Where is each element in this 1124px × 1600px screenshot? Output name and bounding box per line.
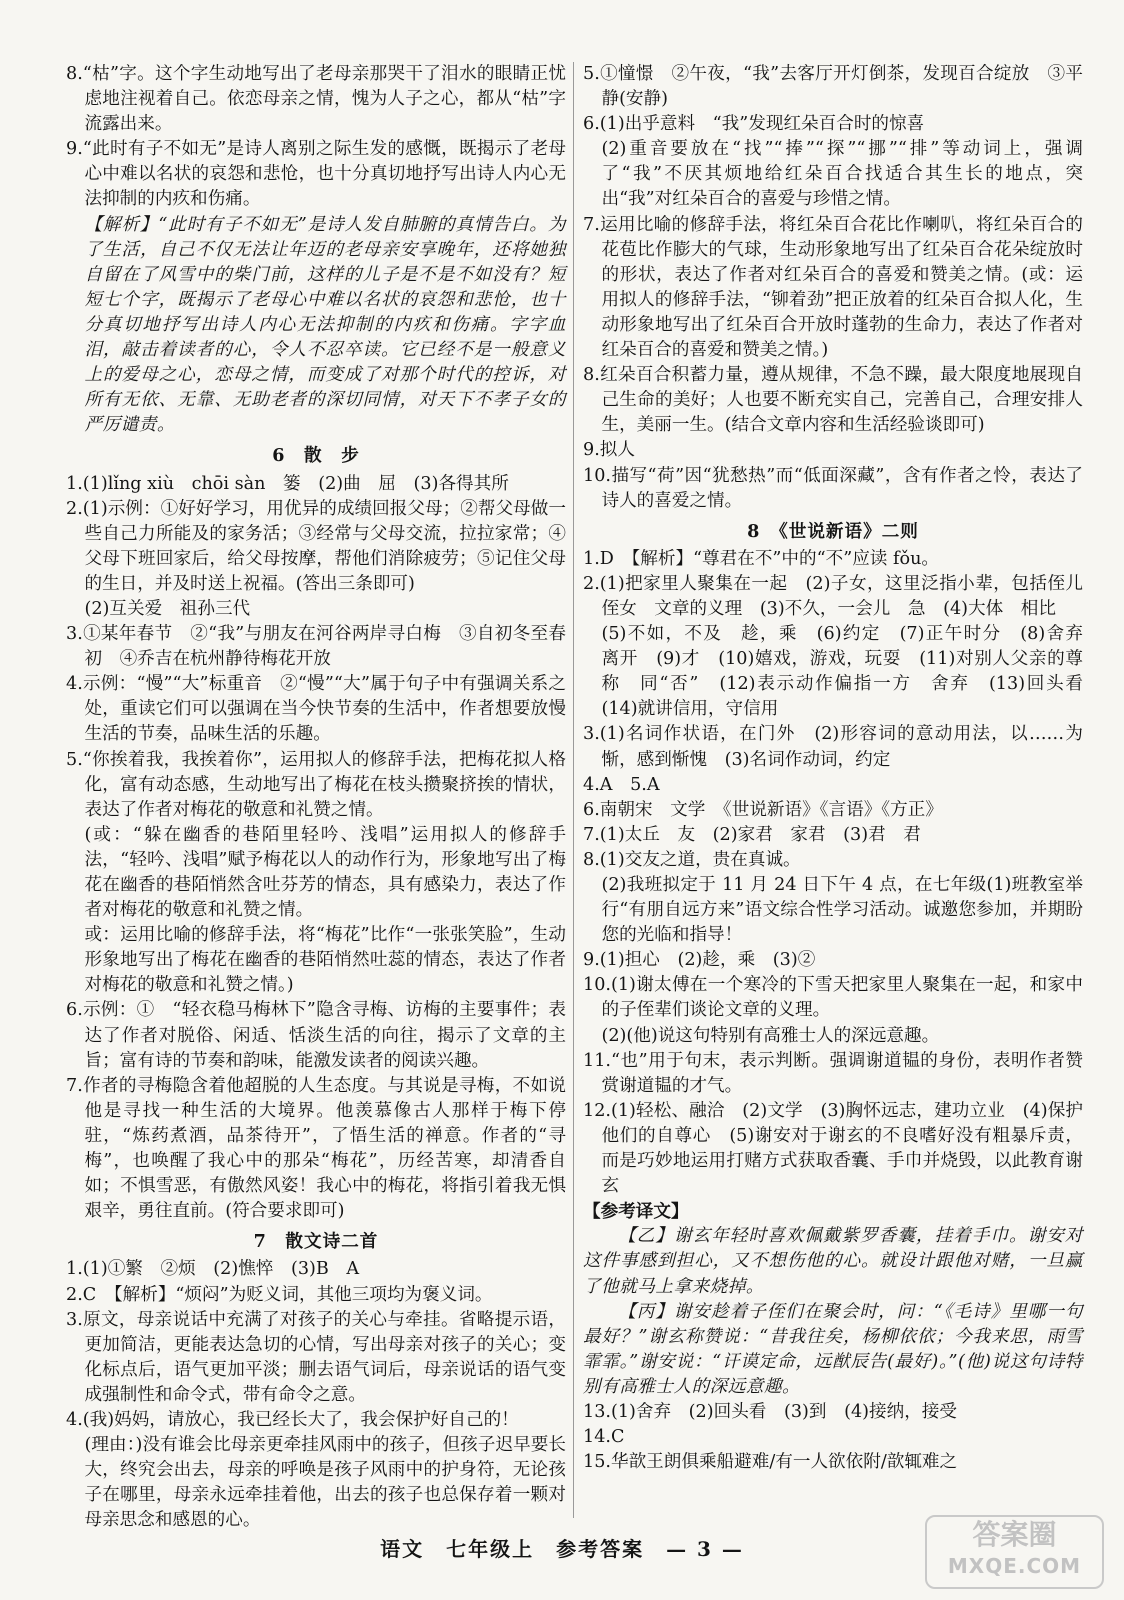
page-footer: 语文 七年级上 参考答案 — 3 — [380,1537,744,1561]
translation-bing: 【丙】谢安趁着子侄们在聚会时，问：“《毛诗》里哪一句最好？”谢玄称赞说：“昔我往矣，杨柳依依；今我来思，雨雪霏霏。”谢安说：“讦谟定命，远猷辰告(最好)。”(他)说这句诗特别有高雅士人的深远意趣。 [583,1301,1083,1397]
answer-4-s7: 4.(我)妈妈，请放心，我已经长大了，我会保护好自己的！ [66,1409,519,1430]
answer-9-left: 9.“此时有子不如无”是诗人离别之际生发的感慨，既揭示了老母心中难以名状的哀怨和悲怆，也十分真切地抒写出诗人内心无法抑制的内疚和伤痛。 [66,139,566,210]
section-title-8: 8 《世说新语》二则 [747,520,919,542]
answer-9-s8: 9.(1)担心 (2)趁，乘 (3)② [583,950,816,971]
answer-1-s6: 1.(1)lǐng xiù chōi sàn 篓 (2)曲 屈 (3)各得其所 [66,473,509,494]
answer-5-s7: 5.①憧憬 ②午夜，“我”去客厅开灯倒茶，发现百合绽放 ③平静(安静) [583,64,1083,110]
left-column [66,62,566,1533]
answer-6-s8: 6.南朝宋 文学 《世说新语》《言语》《方正》 [583,799,943,820]
section-title-7: 7 散文诗二首 [253,1231,379,1253]
watermark-url: MXQE.COM [947,1554,1082,1578]
answer-12-s8: 12.(1)轻松、融洽 (2)文学 (3)胸怀远志，建功立业 (4)保护他们的自尊心 (5)谢安对于谢玄的不良嗜好没有粗暴斥责，而是巧妙地运用打赌方式获取香囊、手巾并烧毁，以此教育谢玄 [583,1100,1083,1197]
answer-11-s8: 11.“也”用于句末，表示判断。强调谢道韫的身份，表明作者赞赏谢道韫的才气。 [583,1050,1083,1096]
section-title-6: 6 散 步 [272,445,360,467]
right-column [583,62,1101,1475]
answer-8-2-s8: (2)我班拟定于 11 月 24 日下午 4 点，在七年级(1)班教室举行“有朋自远方来”语文综合性学习活动。诚邀您参加，并期盼您的光临和指导！ [601,875,1083,946]
answer-8-s8: 8.(1)交友之道，贵在真诚。 [583,849,801,870]
answer-6-s6: 6.示例：① “轻衣稳马梅林下”隐含寻梅、访梅的主要事件；表达了作者对脱俗、闲适、恬淡生活的向往，揭示了文章的主旨；富有诗的节奏和韵味，能激发读者的阅读兴趣。 [66,1000,566,1071]
answer-10-s7: 10.描写“荷”因“犹愁热”而“低面深藏”，含有作者之怜，表达了诗人的喜爱之情。 [583,465,1083,511]
answer-14-s8: 14.C [583,1427,625,1448]
answer-4-5-s8: 4.A 5.A [583,774,660,795]
answer-2-s8: 2.(1)把家里人聚集在一起 (2)子女，这里泛指小辈，包括侄儿侄女 文章的义理 (3)不久，一会儿 急 (4)大体 相比 [583,573,1083,619]
watermark-brand: 答案圈 [972,1518,1057,1551]
answer-7-s6: 7.作者的寻梅隐含着他超脱的人生态度。与其说是寻梅，不如说他是寻找一种生活的大境界。他羡慕像古人那样于梅下停驻，“炼药煮酒，品茶待开”，了悟生活的禅意。作者的“寻梅”，也唤醒了我心中的那朵“梅花”，历经苦寒，却清香自如；不惧雪恶，有傲然风姿！我心中的梅花，将指引着我无惧艰辛，勇往直前。(符合要求即可) [66,1075,566,1222]
answer-6-s7: 6.(1)出乎意料 “我”发现红朵百合时的惊喜 [583,114,925,135]
translation-yi: 【乙】谢玄年轻时喜欢佩戴紫罗香囊，挂着手巾。谢安对这件事感到担心，又不想伤他的心。就设计跟他对赌，一旦赢了他就马上拿来烧掉。 [583,1226,1083,1297]
answer-2-s7: 2.C 【解析】“烦闷”为贬义词，其他三项均为褒义词。 [66,1284,493,1305]
answer-5-s6: 5.“你挨着我，我挨着你”，运用拟人的修辞手法，把梅花拟人格化，富有动态感，生动地写出了梅花在枝头攒聚挤挨的情状，表达了作者对梅花的敬意和礼赞之情。 [66,749,566,820]
answer-2-2-s6: (2)互关爱 祖孙三代 [84,598,251,619]
answer-3-s7: 3.原文，母亲说话中充满了对孩子的关心与牵挂。省略提示语，更加简洁，更能表达急切的心情，写出母亲对孩子的关心；变化标点后，语气更加平淡；删去语气词后，母亲说话的语气变成强制性和命令式，带有命令之意。 [66,1309,566,1405]
answer-4-reason-s7: (理由：)没有谁会比母亲更牵挂风雨中的孩子，但孩子迟早要长大，终究会出去，母亲的呼唤是孩子风雨中的护身符，无论孩子在哪里，母亲永远牵挂着他，出去的孩子也总保存着一颗对母亲思念和感恩的心。 [84,1435,566,1531]
answer-7-s8: 7.(1)太丘 友 (2)家君 家君 (3)君 君 [583,824,921,845]
watermark-logo [925,1515,1104,1589]
analysis-paragraph: 【解析】“此时有子不如无”是诗人发自肺腑的真情告白。为了生活，自己不仅无法让年迈的老母亲安享晚年，还将她独自留在了风雪中的柴门前，这样的儿子是不是不如没有？短短七个字，既揭示了老母心中难以名状的哀怨和悲怆，也十分真切地抒写出诗人内心无法抑制的内疚和伤痛。字字血泪，敲击着读者的心，令人不忍卒读。它已经不是一般意义上的爱母之心，恋母之情，而变成了对那个时代的控诉，对所有无依、无靠、无助老者的深切同情，对天下不孝子女的严厉谴责。 [84,214,566,436]
answer-13-s8: 13.(1)舍弃 (2)回头看 (3)到 (4)接纳，接受 [583,1401,957,1422]
answer-5-alt1-s6: (或：“躲在幽香的巷陌里轻吟、浅唱”运用拟人的修辞手法，“轻吟、浅唱”赋予梅花以人的动作行为，形象地写出了梅花在幽香的巷陌悄然含吐芬芳的情态，具有感染力，表达了作者对梅花的敬意和礼赞之情。 [84,824,566,921]
answer-6-2-s7: (2)重音要放在“找”“捧”“探”“挪”“排”等动词上，强调了“我”不厌其烦地给红朵百合找适合其生长的地点，突出“我”对红朵百合的喜爱与珍惜之情。 [601,139,1083,210]
answer-1-s7: 1.(1)①繁 ②烦 (2)憔悴 (3)B A [66,1259,360,1280]
answer-9-s7: 9.拟人 [583,440,635,461]
answer-10-s8: 10.(1)谢太傅在一个寒冷的下雪天把家里人聚集在一起，和家中的子侄辈们谈论文章的义理。 [583,975,1083,1021]
answer-2-cont-s8: (5)不如，不及 趁，乘 (6)约定 (7)正午时分 (8)舍弃 离开 (9)才 (10)嬉戏，游戏，玩耍 (11)对别人父亲的尊称 同“否” (12)表示动作偏指一方 舍弃 (13)回头看 (14)就讲信用，守信用 [601,624,1101,720]
answer-4-s6: 4.示例：“慢”“大”标重音 ②“慢”“大”属于句子中有强调关系之处，重读它们可以强调在当今快节奏的生活中，作者想要放慢生活的节奏，品味生活的乐趣。 [66,674,566,745]
answer-3-s6: 3.①某年春节 ②“我”与朋友在河谷两岸寻白梅 ③自初冬至春初 ④乔吉在杭州静待梅花开放 [66,624,566,670]
reference-translation-heading: 【参考译文】 [583,1201,689,1223]
answer-7-s7: 7.运用比喻的修辞手法，将红朵百合花比作喇叭，将红朵百合的花苞比作膨大的气球，生动形象地写出了红朵百合花朵绽放时的形状，表达了作者对红朵百合的喜爱和赞美之情。(或：运用拟人的修辞手法，“铆着劲”把正放着的红朵百合拟人化，生动形象地写出了红朵百合开放时蓬勃的生命力，表达了作者对红朵百合的喜爱和赞美之情。) [583,214,1083,361]
answer-1-s8: 1.D 【解析】“尊君在不”中的“不”应读 fǒu。 [583,548,940,569]
answer-15-s8: 15.华歆王朗俱乘船避难/有一人欲依附/歆辄难之 [583,1452,958,1473]
column-divider [573,62,574,1518]
answer-10-2-s8: (2)(他)说这句特别有高雅士人的深远意趣。 [601,1025,940,1046]
answer-8-left: 8.“枯”字。这个字生动地写出了老母亲那哭干了泪水的眼睛正忧虑地注视着自己。依恋母亲之情，愧为人子之心，都从“枯”字流露出来。 [66,64,566,135]
answer-2-s6: 2.(1)示例：①好好学习，用优异的成绩回报父母；②帮父母做一些自己力所能及的家务活；③经常与父母交流，拉拉家常；④父母下班回家后，给父母按摩，帮他们消除疲劳；⑤记住父母的生日，并及时送上祝福。(答出三条即可) [66,498,566,594]
answer-3-s8: 3.(1)名词作状语，在门外 (2)形容词的意动用法，以……为惭，感到惭愧 (3)名词作动词，约定 [583,724,1083,770]
answer-5-alt2-s6: 或：运用比喻的修辞手法，将“梅花”比作“一张张笑脸”，生动形象地写出了梅花在幽香的巷陌悄然吐蕊的情态，表达了作者对梅花的敬意和礼赞之情。) [84,925,566,996]
answer-8-s7: 8.红朵百合积蓄力量，遵从规律，不急不躁，最大限度地展现自己生命的美好；人也要不断充实自己，完善自己，合理安排人生，美丽一生。(结合文章内容和生活经验谈即可) [583,365,1083,436]
